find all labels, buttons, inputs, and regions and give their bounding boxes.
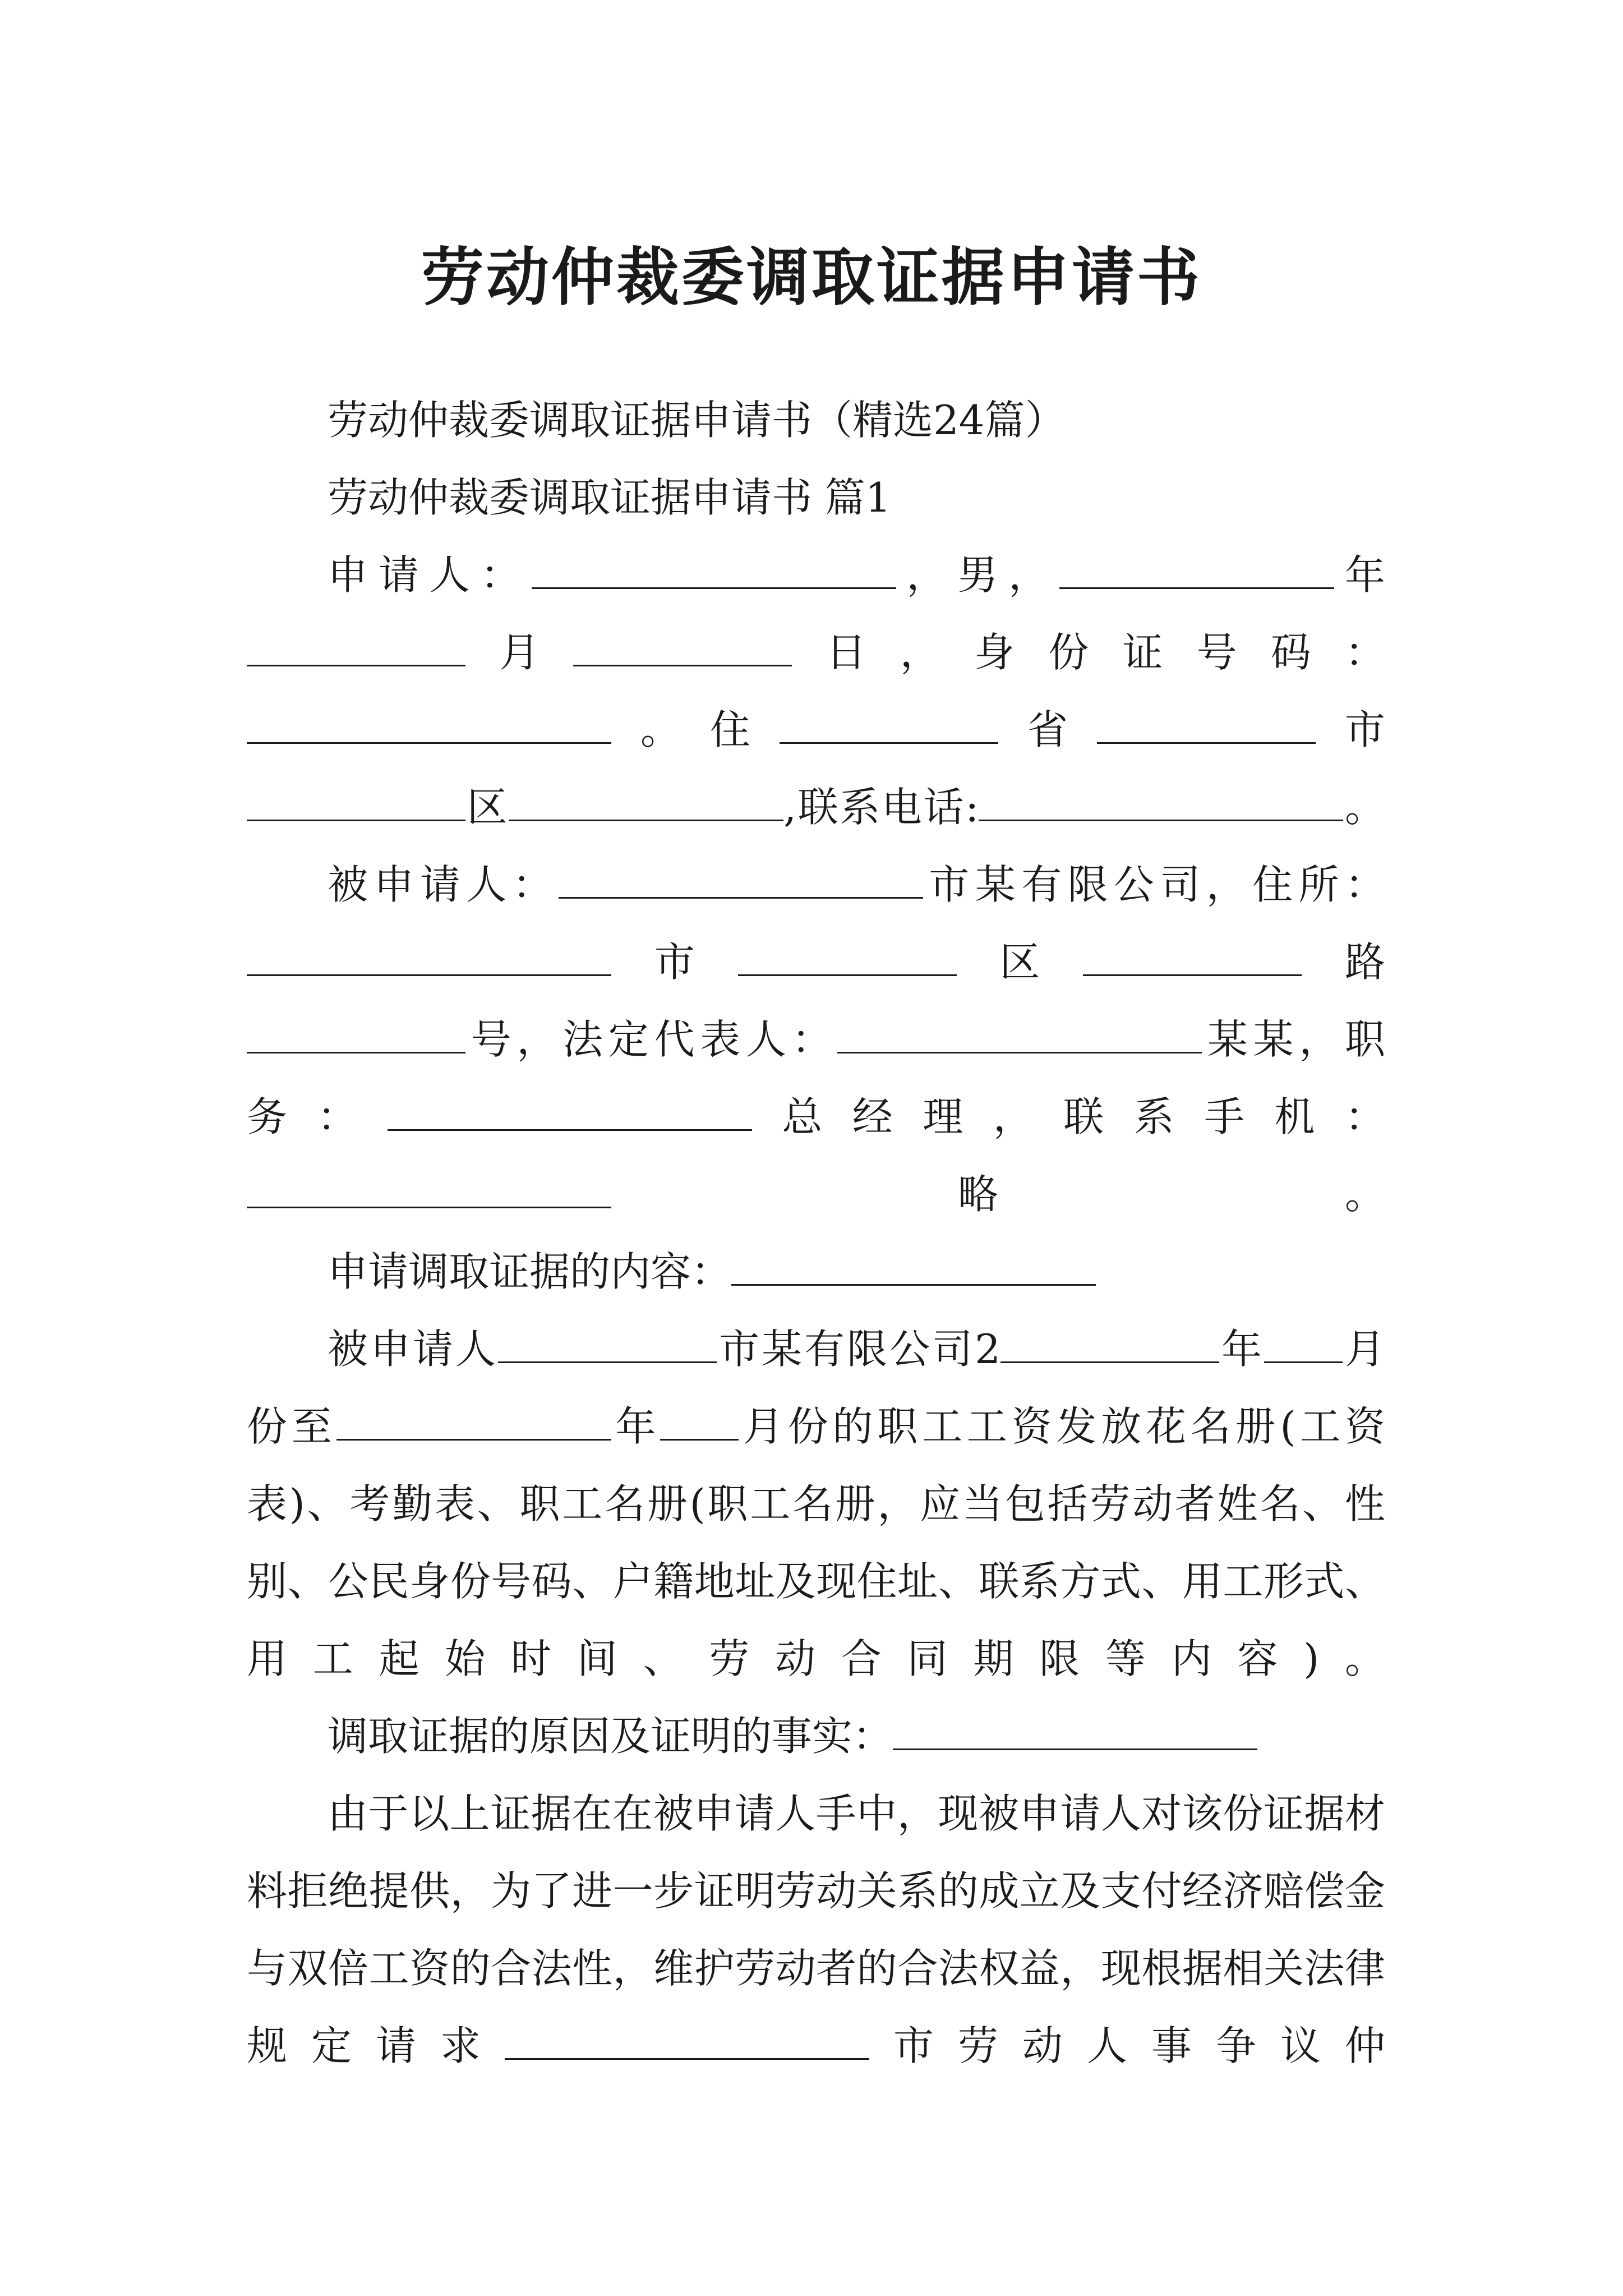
content-paragraph bbox=[247, 1310, 1385, 1697]
blank-field bbox=[731, 1248, 1096, 1286]
blank-field bbox=[532, 551, 896, 589]
respondent-label: 被申请人： bbox=[328, 861, 559, 908]
blank-field bbox=[247, 938, 611, 976]
reason-text: 由于以上证据在在被申请人手中，现被申请人对该份证据材料拒绝提供，为了进一步证明劳动关系的成立及支付经济赔偿金与双倍工资的合法性，维护劳动者的合法权益，现根据相关法律规定请求 bbox=[247, 1790, 1385, 2069]
blank-field bbox=[1000, 1325, 1219, 1363]
blank-field bbox=[247, 783, 465, 821]
respondent-text: 区 bbox=[956, 938, 1083, 986]
respondent-text: 号，法定代表人： bbox=[465, 1016, 838, 1063]
document-title: 劳动仲裁委调取证据申请书 bbox=[421, 241, 1202, 315]
blank-field bbox=[509, 783, 783, 821]
blank-field bbox=[505, 2022, 869, 2060]
blank-field bbox=[336, 1402, 611, 1441]
blank-field bbox=[780, 706, 998, 744]
applicant-text: 日，身份证号码： bbox=[792, 629, 1385, 676]
respondent-paragraph bbox=[247, 846, 1385, 1233]
blank-field bbox=[247, 1015, 465, 1053]
blank-field bbox=[573, 628, 792, 666]
applicant-label: 申请人： bbox=[328, 551, 532, 599]
blank-field bbox=[1264, 1325, 1343, 1363]
document-subtitle: 劳动仲裁委调取证据申请书（精选24篇） bbox=[328, 397, 1066, 444]
applicant-text: 年 bbox=[1334, 551, 1385, 599]
reason-text: 市劳动人事争议仲 bbox=[869, 2022, 1385, 2069]
blank-field bbox=[247, 706, 611, 744]
content-text: 月份至 bbox=[247, 1326, 1385, 1450]
content-heading-paragraph bbox=[247, 1233, 1385, 1310]
blank-field bbox=[979, 783, 1343, 821]
applicant-paragraph bbox=[247, 536, 1385, 846]
applicant-text: 。住 bbox=[611, 706, 780, 753]
applicant-text: ,联系电话: bbox=[783, 784, 979, 831]
applicant-text: ，男， bbox=[896, 551, 1060, 599]
blank-field bbox=[1097, 706, 1316, 744]
blank-field bbox=[660, 1402, 739, 1441]
respondent-text: 总经理，联系手机： bbox=[751, 1093, 1385, 1140]
blank-field bbox=[1059, 551, 1334, 589]
content-text: 月份的职工工资发放花名册(工资表)、考勤表、职工名册(职工名册，应当包括劳动者姓名、性别、公民身份号码、户籍地址及现住址、联系方式、用工形式、用工起始时间、劳动合同期限等内容)。 bbox=[247, 1403, 1385, 1682]
reason-heading-paragraph bbox=[247, 1697, 1385, 1775]
blank-field bbox=[893, 1712, 1257, 1750]
blank-field bbox=[559, 861, 923, 899]
section-heading: 劳动仲裁委调取证据申请书 篇1 bbox=[328, 474, 891, 521]
content-text: 被申请人 bbox=[328, 1326, 499, 1373]
blank-field bbox=[247, 628, 465, 666]
content-text: 年 bbox=[1219, 1326, 1264, 1373]
applicant-text: 月 bbox=[465, 629, 574, 676]
applicant-text: 。 bbox=[1343, 784, 1385, 831]
applicant-text: 市 bbox=[1315, 706, 1385, 753]
blank-field bbox=[247, 1170, 611, 1208]
blank-field bbox=[388, 1093, 752, 1131]
blank-field bbox=[498, 1325, 717, 1363]
respondent-text: 市某有限公司，住所： bbox=[923, 861, 1385, 908]
respondent-text: 略。 bbox=[611, 1171, 1385, 1218]
respondent-text: 市 bbox=[611, 938, 738, 986]
blank-field bbox=[837, 1015, 1202, 1053]
applicant-text: 省 bbox=[998, 706, 1097, 753]
content-text: 市某有限公司2 bbox=[717, 1326, 1000, 1373]
content-text: 年 bbox=[611, 1403, 661, 1450]
respondent-text: 路 bbox=[1302, 938, 1385, 986]
document-body bbox=[247, 381, 1385, 2085]
applicant-text: 区 bbox=[465, 784, 509, 831]
reason-heading: 调取证据的原因及证明的事实： bbox=[328, 1713, 893, 1760]
blank-field bbox=[1083, 938, 1302, 976]
content-heading: 申请调取证据的内容： bbox=[328, 1248, 732, 1295]
blank-field bbox=[738, 938, 957, 976]
reason-paragraph bbox=[247, 1775, 1385, 2085]
respondent-text: 某某，职务： bbox=[247, 1016, 1385, 1140]
